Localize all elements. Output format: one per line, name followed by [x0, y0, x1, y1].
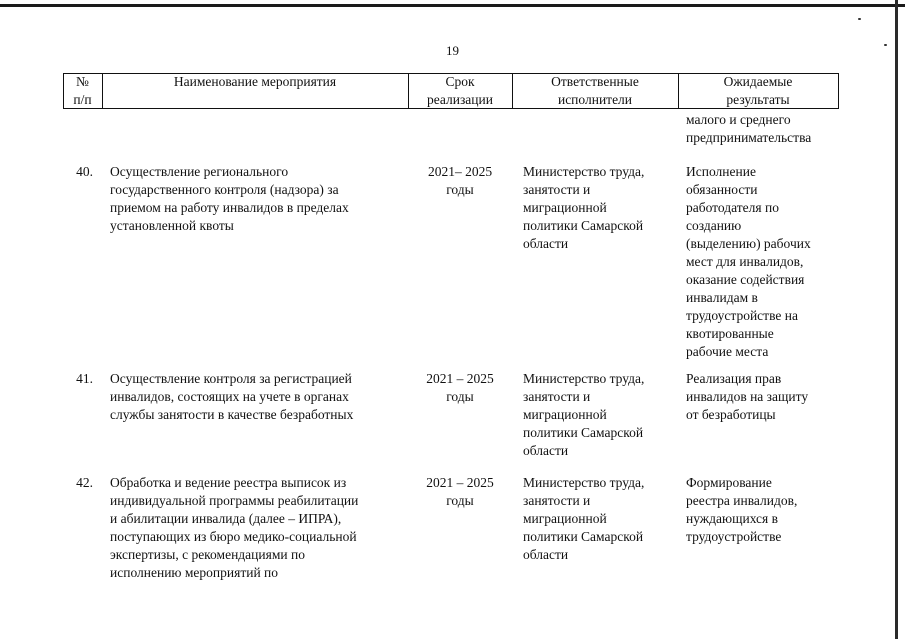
text-line: Министерство труда,: [523, 475, 645, 490]
scan-border-top: [0, 4, 905, 7]
text-line: области: [523, 236, 569, 251]
text-line: Исполнение: [686, 164, 756, 179]
carryover-results: [686, 111, 811, 147]
header-name: [102, 73, 408, 109]
text-line: от безработицы: [686, 407, 776, 422]
row-executors: [523, 370, 673, 460]
text-line: годы: [446, 182, 474, 197]
header-results: [678, 73, 838, 109]
text-line: обязанности: [686, 182, 758, 197]
header-results-line: результаты: [726, 92, 790, 107]
header-term-line: реализации: [427, 92, 493, 107]
text-line: индивидуальной программы реабилитации: [110, 493, 359, 508]
text-line: малого и среднего: [686, 112, 791, 127]
scan-border-right: [895, 0, 898, 639]
text-line: 2021 – 2025: [426, 475, 494, 490]
text-line: приемом на работу инвалидов в пределах: [110, 200, 349, 215]
row-executors: [523, 474, 673, 564]
text-line: рабочие места: [686, 344, 769, 359]
text-line: поступающих из бюро медико-социальной: [110, 529, 357, 544]
text-line: трудоустройстве: [686, 529, 782, 544]
text-line: Обработка и ведение реестра выписок из: [110, 475, 347, 490]
text-line: установленной квоты: [110, 218, 234, 233]
text-line: миграционной: [523, 511, 607, 526]
text-line: занятости и: [523, 182, 591, 197]
text-line: годы: [446, 493, 474, 508]
text-line: занятости и: [523, 389, 591, 404]
row-number: 42.: [76, 475, 93, 490]
page-number: 19: [446, 43, 459, 58]
row-number: 41.: [76, 371, 93, 386]
text-line: инвалидов, состоящих на учете в органах: [110, 389, 349, 404]
header-divider: [838, 73, 839, 109]
row-number: 40.: [76, 164, 93, 179]
text-line: 2021– 2025: [427, 164, 493, 179]
text-line: нуждающихся в: [686, 511, 779, 526]
scan-speck: [858, 18, 861, 20]
text-line: государственного контроля (надзора) за: [110, 182, 339, 197]
text-line: области: [523, 547, 569, 562]
text-line: годы: [446, 389, 474, 404]
row-name: [110, 474, 405, 582]
text-line: мест для инвалидов,: [686, 254, 804, 269]
text-line: Министерство труда,: [523, 371, 645, 386]
header-term: [408, 73, 512, 109]
text-line: политики Самарской: [523, 218, 644, 233]
text-line: политики Самарской: [523, 529, 644, 544]
row-name: [110, 370, 405, 424]
text-line: 2021 – 2025: [426, 371, 494, 386]
row-name: [110, 163, 400, 235]
text-line: оказание содействия: [686, 272, 805, 287]
row-term: [410, 474, 510, 510]
row-results: [686, 370, 841, 424]
header-name-line: Наименование мероприятия: [173, 74, 337, 89]
text-line: Реализация прав: [686, 371, 782, 386]
header-num-line: №: [76, 74, 89, 89]
header-num: [63, 73, 102, 109]
text-line: миграционной: [523, 200, 607, 215]
row-results: [686, 474, 841, 546]
row-executors: [523, 163, 673, 253]
text-line: области: [523, 443, 569, 458]
text-line: экспертизы, с рекомендациями по: [110, 547, 305, 562]
header-term-line: Срок: [445, 74, 475, 89]
text-line: занятости и: [523, 493, 591, 508]
text-line: миграционной: [523, 407, 607, 422]
header-executors-line: Ответственные: [551, 74, 639, 89]
table-header: [63, 73, 839, 109]
text-line: (выделению) рабочих: [686, 236, 811, 251]
text-line: Министерство труда,: [523, 164, 645, 179]
header-num-line: п/п: [73, 92, 92, 107]
text-line: предпринимательства: [686, 130, 812, 145]
text-line: работодателя по: [686, 200, 779, 215]
text-line: созданию: [686, 218, 742, 233]
text-line: инвалидам в: [686, 290, 758, 305]
text-line: инвалидов на защиту: [686, 389, 809, 404]
row-results: [686, 163, 841, 361]
text-line: и абилитации инвалида (далее – ИПРА),: [110, 511, 342, 526]
header-executors-line: исполнители: [557, 92, 633, 107]
text-line: квотированные: [686, 326, 774, 341]
text-line: службы занятости в качестве безработных: [110, 407, 354, 422]
text-line: Осуществление контроля за регистрацией: [110, 371, 352, 386]
text-line: исполнению мероприятий по: [110, 565, 279, 580]
text-line: политики Самарской: [523, 425, 644, 440]
text-line: реестра инвалидов,: [686, 493, 798, 508]
row-term: [410, 370, 510, 406]
text-line: Формирование: [686, 475, 772, 490]
header-results-line: Ожидаемые: [723, 74, 793, 89]
row-term: [410, 163, 510, 199]
header-executors: [512, 73, 678, 109]
text-line: трудоустройстве на: [686, 308, 798, 323]
text-line: Осуществление регионального: [110, 164, 289, 179]
